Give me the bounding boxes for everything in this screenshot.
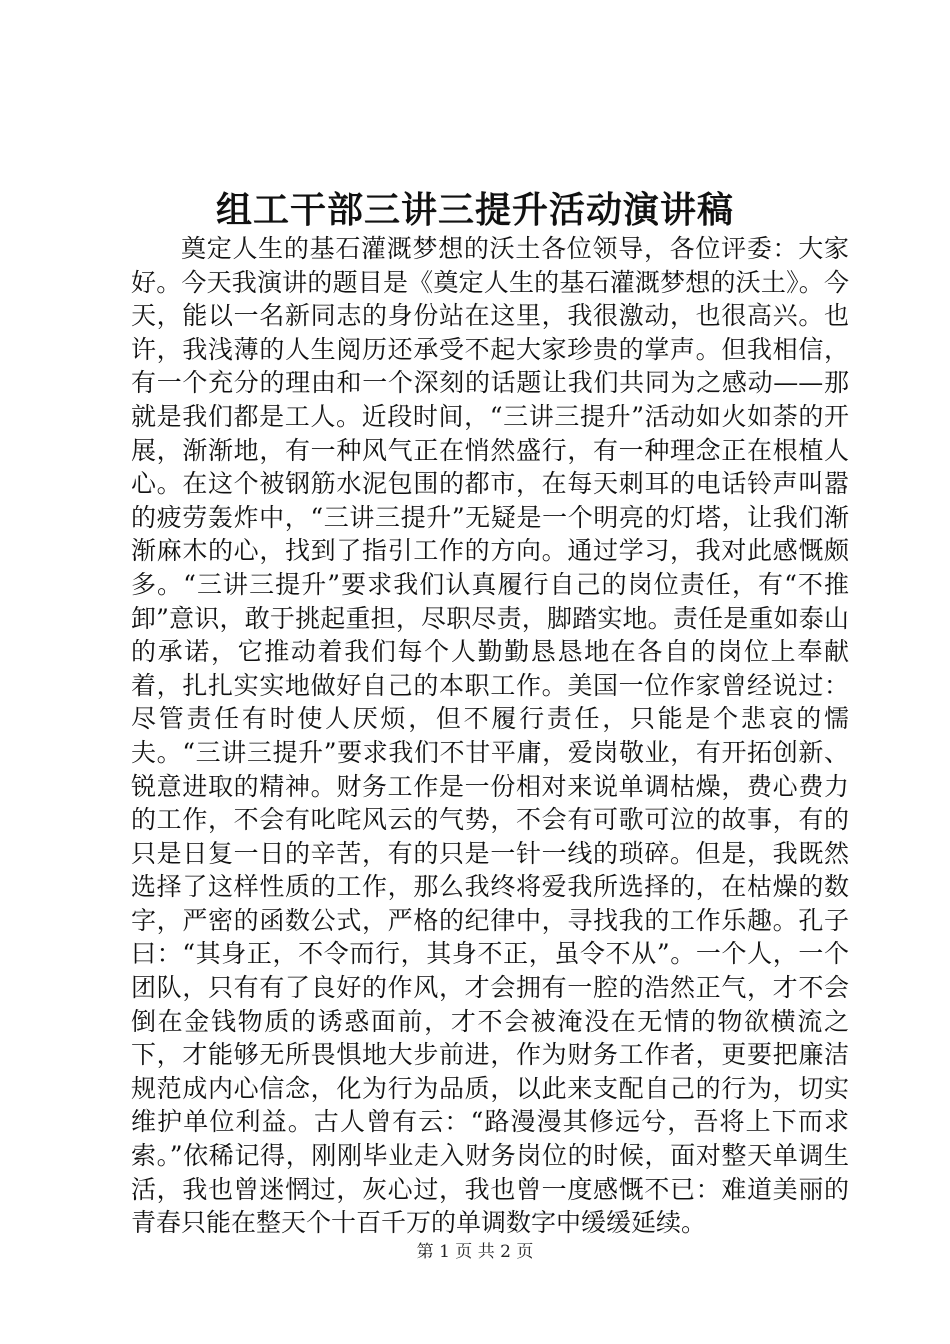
document-body-paragraph: 奠定人生的基石灌溉梦想的沃土各位领导，各位评委：大家好。今天我演讲的题目是《奠定人生的基石灌溉梦想的沃土》。今天，能以一名新同志的身份站在这里，我很激动，也很高兴。也许，我浅薄的人生阅历还承受不起大家珍贵的掌声。但我相信，有一个充分的理由和一个深刻的话题让我们共同为之感动——那就是我们都是工人。近段时间，“三讲三提升”活动如火如荼的开展，渐渐地，有一种风气正在悄然盛行，有一种理念正在根植人心。在这个被钢筋水泥包围的都市，在每天刺耳的电话铃声叫嚣的疲劳轰炸中，“三讲三提升”无疑是一个明亮的灯塔，让我们渐渐麻木的心，找到了指引工作的方向。通过学习，我对此感慨颇多。“三讲三提升”要求我们认真履行自己的岗位责任，有“不推卸”意识，敢于挑起重担，尽职尽责，脚踏实地。责任是重如泰山的承诺，它推动着我们每个人勤勤恳恳地在各自的岗位上奉献着，扎扎实实地做好自己的本职工作。美国一位作家曾经说过：尽管责任有时使人厌烦，但不履行责任，只能是个悲哀的懦夫。“三讲三提升”要求我们不甘平庸，爱岗敬业，有开拓创新、锐意进取的精神。财务工作是一份相对来说单调枯燥，费心费力的工作，不会有叱咤风云的气势，不会有可歌可泣的故事，有的只是日复一日的辛苦，有的只是一针一线的琐碎。但是，我既然选择了这样性质的工作，那么我终将爱我所选择的，在枯燥的数字，严密的函数公式，严格的纪律中，寻找我的工作乐趣。孔子曰：“其身正，不令而行，其身不正，虽令不从”。一个人，一个团队，只有有了良好的作风，才会拥有一腔的浩然正气，才不会倒在金钱物质的诱惑面前，才不会被淹没在无情的物欲横流之下，才能够无所畏惧地大步前进，作为财务工作者，更要把廉洁规范成内心信念，化为行为品质，以此来支配自己的行为，切实维护单位利益。古人曾有云：“路漫漫其修远兮，吾将上下而求索。”依稀记得，刚刚毕业走入财务岗位的时候，面对整天单调生活，我也曾迷惘过，灰心过，我也曾一度感慨不已：难道美丽的青春只能在整天个十百千万的单调数字中缓缓延续。 xyxy=(131,234,849,1238)
document-title: 组工干部三讲三提升活动演讲稿 xyxy=(215,189,734,231)
page-number-footer: 第 1 页 共 2 页 xyxy=(416,1242,534,1262)
